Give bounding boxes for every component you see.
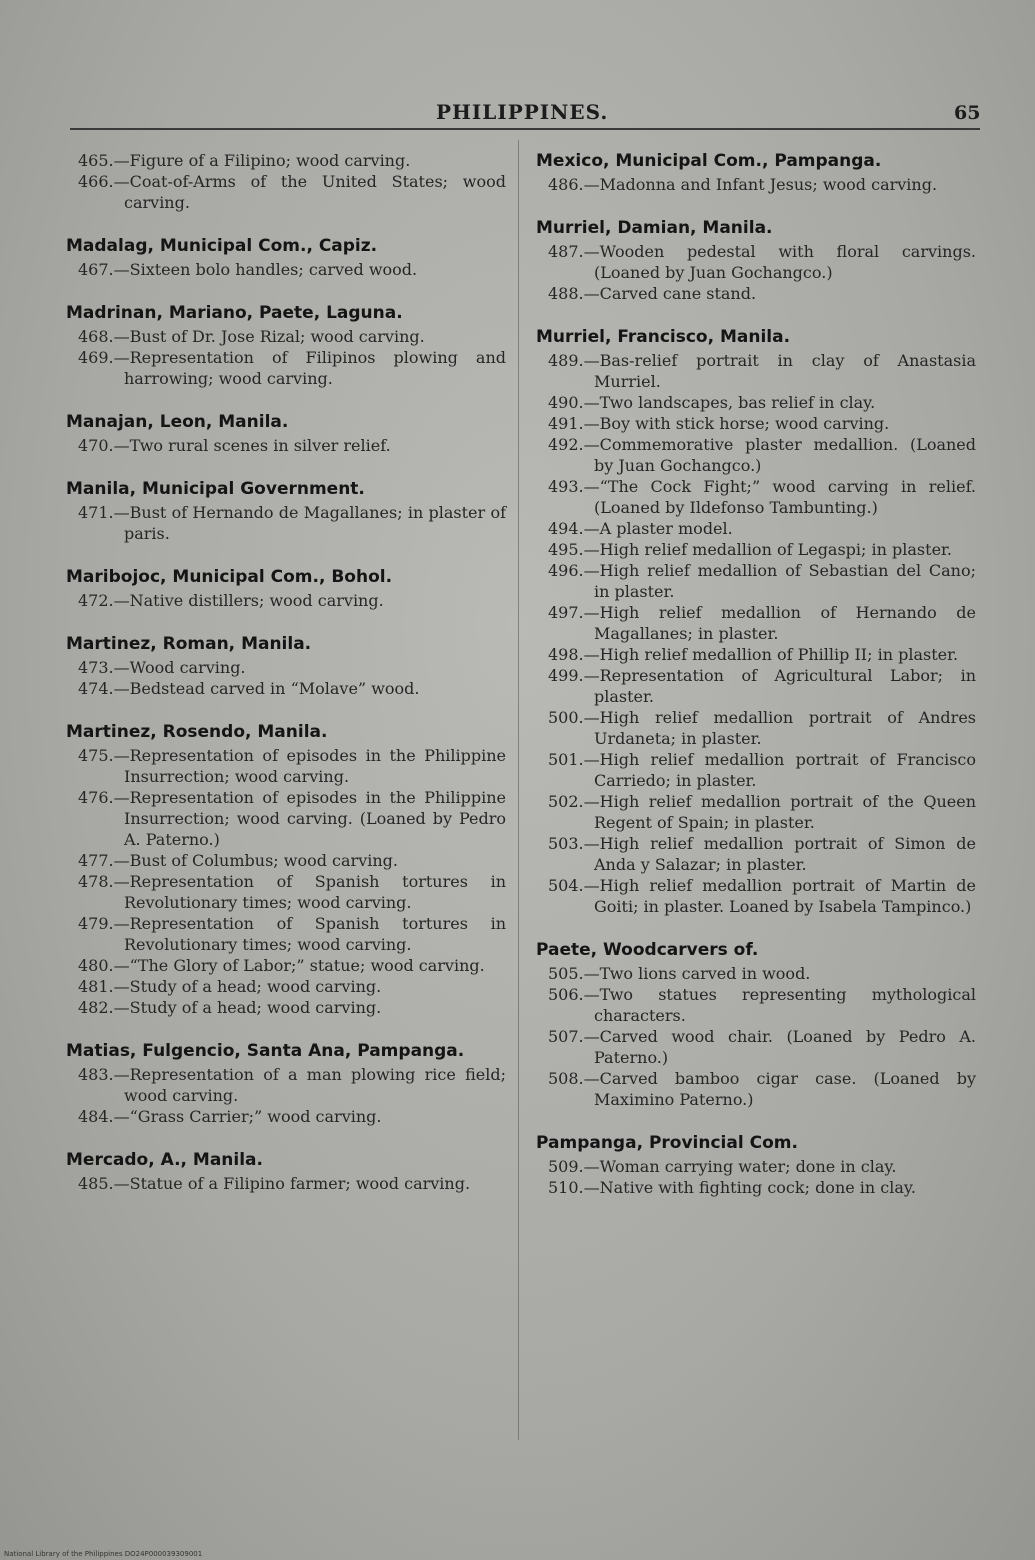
catalog-entry: 480.—“The Glory of Labor;” statue; wood carving. xyxy=(78,956,485,975)
catalog-entry: 494.—A plaster model. xyxy=(548,519,733,538)
catalog-entry: 466.—Coat-of-Arms of the United States; wood carving. xyxy=(78,172,506,212)
catalog-entry: 508.—Carved bamboo cigar case. (Loaned by Maximino Paterno.) xyxy=(548,1069,976,1109)
page-header xyxy=(0,0,1035,130)
library-credit: National Library of the Philippines DO24P000039309001 xyxy=(4,1550,203,1558)
catalog-entry: 497.—High relief medallion of Hernando de Magallanes; in plaster. xyxy=(548,603,976,643)
section-heading: Martinez, Roman, Manila. xyxy=(66,634,312,654)
catalog-entry: 469.—Representation of Filipinos plowing and harrowing; wood carving. xyxy=(78,348,506,388)
catalog-entry: 500.—High relief medallion portrait of Andres Urdaneta; in plaster. xyxy=(548,708,976,748)
catalog-section xyxy=(66,1149,506,1194)
catalog-entry: 504.—High relief medallion portrait of Martin de Goiti; in plaster. Loaned by Isabela Tampinco.) xyxy=(548,876,976,916)
column-divider xyxy=(518,140,519,1440)
catalog-entry: 498.—High relief medallion of Phillip II; in plaster. xyxy=(548,645,959,664)
catalog-entry: 506.—Two statues representing mythological characters. xyxy=(548,985,976,1025)
catalog-section xyxy=(66,150,506,213)
section-heading: Paete, Woodcarvers of. xyxy=(536,940,759,960)
catalog-entry: 468.—Bust of Dr. Jose Rizal; wood carving. xyxy=(78,327,425,346)
catalog-entry: 485.—Statue of a Filipino farmer; wood carving. xyxy=(78,1174,471,1193)
catalog-entry: 488.—Carved cane stand. xyxy=(548,284,757,303)
section-heading: Maribojoc, Municipal Com., Bohol. xyxy=(66,567,393,587)
section-heading: Pampanga, Provincial Com. xyxy=(536,1133,798,1153)
section-heading: Manila, Municipal Government. xyxy=(66,479,365,499)
catalog-section xyxy=(66,235,506,280)
section-heading: Murriel, Francisco, Manila. xyxy=(536,327,791,347)
catalog-entry: 483.—Representation of a man plowing rice field; wood carving. xyxy=(78,1065,506,1105)
catalog-entry: 502.—High relief medallion portrait of the Queen Regent of Spain; in plaster. xyxy=(548,792,976,832)
catalog-entry: 501.—High relief medallion portrait of Francisco Carriedo; in plaster. xyxy=(548,750,976,790)
catalog-section xyxy=(66,633,506,699)
catalog-section xyxy=(536,326,976,917)
catalog-section xyxy=(66,478,506,544)
catalog-entry: 471.—Bust of Hernando de Magallanes; in plaster of paris. xyxy=(78,503,506,543)
section-heading: Murriel, Damian, Manila. xyxy=(536,218,773,238)
section-heading: Madrinan, Mariano, Paete, Laguna. xyxy=(66,303,403,323)
section-heading: Mexico, Municipal Com., Pampanga. xyxy=(536,151,882,171)
catalog-section xyxy=(536,939,976,1110)
catalog-entry: 486.—Madonna and Infant Jesus; wood carving. xyxy=(548,175,938,194)
section-heading: Manajan, Leon, Manila. xyxy=(66,412,289,432)
left-column xyxy=(66,150,506,1216)
catalog-entry: 472.—Native distillers; wood carving. xyxy=(78,591,384,610)
catalog-section xyxy=(66,1040,506,1127)
catalog-entry: 479.—Representation of Spanish tortures in Revolutionary times; wood carving. xyxy=(78,914,506,954)
right-column xyxy=(536,150,976,1220)
catalog-entry: 510.—Native with fighting cock; done in clay. xyxy=(548,1178,916,1197)
catalog-entry: 495.—High relief medallion of Legaspi; in plaster. xyxy=(548,540,953,559)
catalog-entry: 475.—Representation of episodes in the Philippine Insurrection; wood carving. xyxy=(78,746,506,786)
running-title: PHILIPPINES. xyxy=(436,100,609,124)
catalog-section xyxy=(536,150,976,195)
catalog-section xyxy=(66,566,506,611)
catalog-entry: 482.—Study of a head; wood carving. xyxy=(78,998,382,1017)
catalog-entry: 507.—Carved wood chair. (Loaned by Pedro A. Paterno.) xyxy=(548,1027,976,1067)
catalog-section xyxy=(66,721,506,1018)
catalog-entry: 467.—Sixteen bolo handles; carved wood. xyxy=(78,260,418,279)
catalog-section xyxy=(536,217,976,304)
catalog-entry: 481.—Study of a head; wood carving. xyxy=(78,977,382,996)
catalog-entry: 493.—“The Cock Fight;” wood carving in relief. (Loaned by Ildefonso Tambunting.) xyxy=(548,477,976,517)
section-heading: Martinez, Rosendo, Manila. xyxy=(66,722,328,742)
catalog-entry: 465.—Figure of a Filipino; wood carving. xyxy=(78,151,411,170)
catalog-entry: 477.—Bust of Columbus; wood carving. xyxy=(78,851,398,870)
catalog-entry: 503.—High relief medallion portrait of Simon de Anda y Salazar; in plaster. xyxy=(548,834,976,874)
catalog-entry: 499.—Representation of Agricultural Labor; in plaster. xyxy=(548,666,976,706)
catalog-entry: 489.—Bas-relief portrait in clay of Anastasia Murriel. xyxy=(548,351,976,391)
catalog-entry: 476.—Representation of episodes in the Philippine Insurrection; wood carving. (Loaned by Pedro A. Paterno.) xyxy=(78,788,506,849)
catalog-entry: 491.—Boy with stick horse; wood carving. xyxy=(548,414,890,433)
catalog-section xyxy=(66,411,506,456)
section-heading: Matias, Fulgencio, Santa Ana, Pampanga. xyxy=(66,1041,465,1061)
catalog-entry: 505.—Two lions carved in wood. xyxy=(548,964,811,983)
section-heading: Madalag, Municipal Com., Capiz. xyxy=(66,236,378,256)
catalog-entry: 473.—Wood carving. xyxy=(78,658,246,677)
catalog-entry: 470.—Two rural scenes in silver relief. xyxy=(78,436,391,455)
catalog-entry: 490.—Two landscapes, bas relief in clay. xyxy=(548,393,876,412)
catalog-entry: 487.—Wooden pedestal with floral carvings. (Loaned by Juan Gochangco.) xyxy=(548,242,976,282)
catalog-entry: 492.—Commemorative plaster medallion. (Loaned by Juan Gochangco.) xyxy=(548,435,976,475)
catalog-entry: 484.—“Grass Carrier;” wood carving. xyxy=(78,1107,382,1126)
catalog-entry: 478.—Representation of Spanish tortures in Revolutionary times; wood carving. xyxy=(78,872,506,912)
catalog-entry: 509.—Woman carrying water; done in clay. xyxy=(548,1157,897,1176)
catalog-section xyxy=(66,302,506,389)
section-heading: Mercado, A., Manila. xyxy=(66,1150,263,1170)
catalog-entry: 496.—High relief medallion of Sebastian del Cano; in plaster. xyxy=(548,561,976,601)
page-number: 65 xyxy=(954,102,981,124)
catalog-section xyxy=(536,1132,976,1198)
catalog-entry: 474.—Bedstead carved in “Molave” wood. xyxy=(78,679,420,698)
header-rule xyxy=(70,128,980,130)
